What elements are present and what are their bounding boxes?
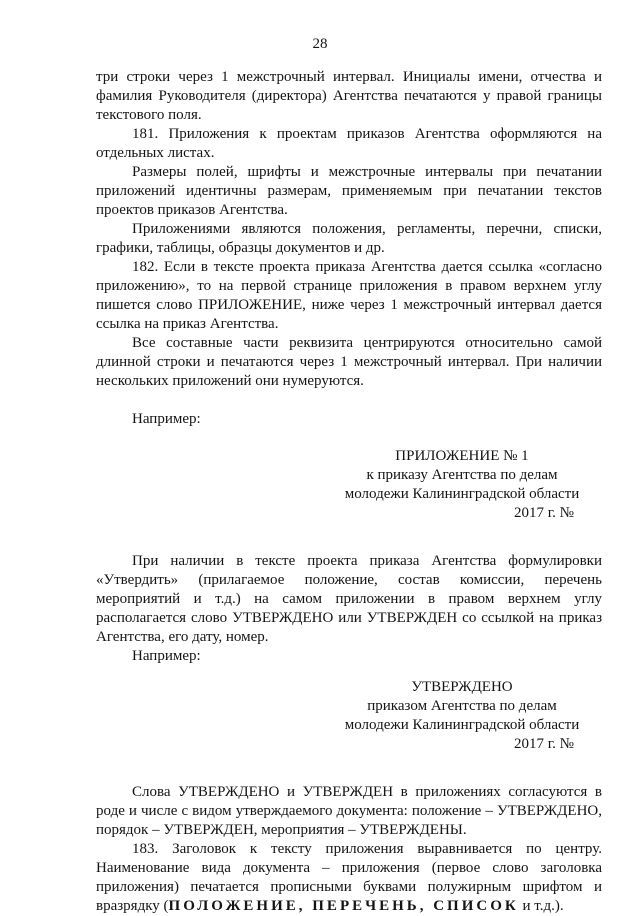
page-number: 28 xyxy=(312,36,328,52)
appendix-date: 2017 г. № xyxy=(513,505,574,521)
paragraph-approve: При наличии в тексте проекта приказа Агентства формулировки «Утвердить» (прилагаемое положение, состав комиссии, перечень мероприятий и т.д.) на самом приложении в правом верхнем углу располагается слово УТВЕРЖДЕНО или УТВЕРЖДЕН со ссылкой на приказ Агентства, его дату, номер. xyxy=(96,553,602,645)
paragraph-183-bold: ПОЛОЖЕНИЕ, ПЕРЕЧЕНЬ, СПИСОК xyxy=(168,898,519,914)
paragraph-183-text: 183. Заголовок к тексту приложения выравнивается по центру. Наименование вида документа – приложения (первое слово заголовка приложения) печатается прописными буквами полужирным шрифтом и вразрядку ( xyxy=(96,841,602,914)
appendix-order-ref: к приказу Агентства по делам xyxy=(366,467,558,483)
paragraph-sizes: Размеры полей, шрифты и межстрочные интервалы при печатании приложений идентичны размерам, применяемым при печатании текстов проектов приказов Агентства. xyxy=(96,164,602,218)
approved-agency: молодежи Калининградской области xyxy=(344,717,580,733)
approved-title: УТВЕРЖДЕНО xyxy=(411,679,513,695)
paragraph-183-end: и т.д.). xyxy=(518,898,564,914)
appendix-agency: молодежи Калининградской области xyxy=(344,486,580,502)
paragraph-1: три строки через 1 межстрочный интервал. Инициалы имени, отчества и фамилия Руководителя (директора) Агентства печатаются у правой границы текстового поля. xyxy=(96,69,602,123)
paragraph-181: 181. Приложения к проектам приказов Агентства оформляются на отдельных листах. xyxy=(96,126,602,161)
paragraph-182: 182. Если в тексте проекта приказа Агентства дается ссылка «согласно приложению», то на первой странице приложения в правом верхнем углу пишется слово ПРИЛОЖЕНИЕ, ниже через 1 межстрочный интервал дается ссылка на приказ Агентства. xyxy=(96,259,602,332)
approved-requisite xyxy=(322,678,602,754)
paragraph-appendices: Приложениями являются положения, регламенты, перечни, списки, графики, таблицы, образцы документов и др. xyxy=(96,221,602,256)
example-label-1: Например: xyxy=(132,411,201,427)
paragraph-agreement: Слова УТВЕРЖДЕНО и УТВЕРЖДЕН в приложениях согласуются в роде и числе с видом утверждаемого документа: положение – УТВЕРЖДЕНО, порядок – УТВЕРЖДЕН, мероприятия – УТВЕРЖДЕНЫ. xyxy=(96,784,602,838)
appendix-title: ПРИЛОЖЕНИЕ № 1 xyxy=(395,448,529,464)
appendix-requisite xyxy=(322,447,602,523)
approved-date: 2017 г. № xyxy=(513,736,574,752)
paragraph-centering: Все составные части реквизита центрируются относительно самой длинной строки и печатаются через 1 межстрочный интервал. При наличии нескольких приложений они нумеруются. xyxy=(96,335,602,389)
example-label-2: Например: xyxy=(132,648,201,664)
approved-order-ref: приказом Агентства по делам xyxy=(367,698,557,714)
document-body xyxy=(96,68,602,916)
